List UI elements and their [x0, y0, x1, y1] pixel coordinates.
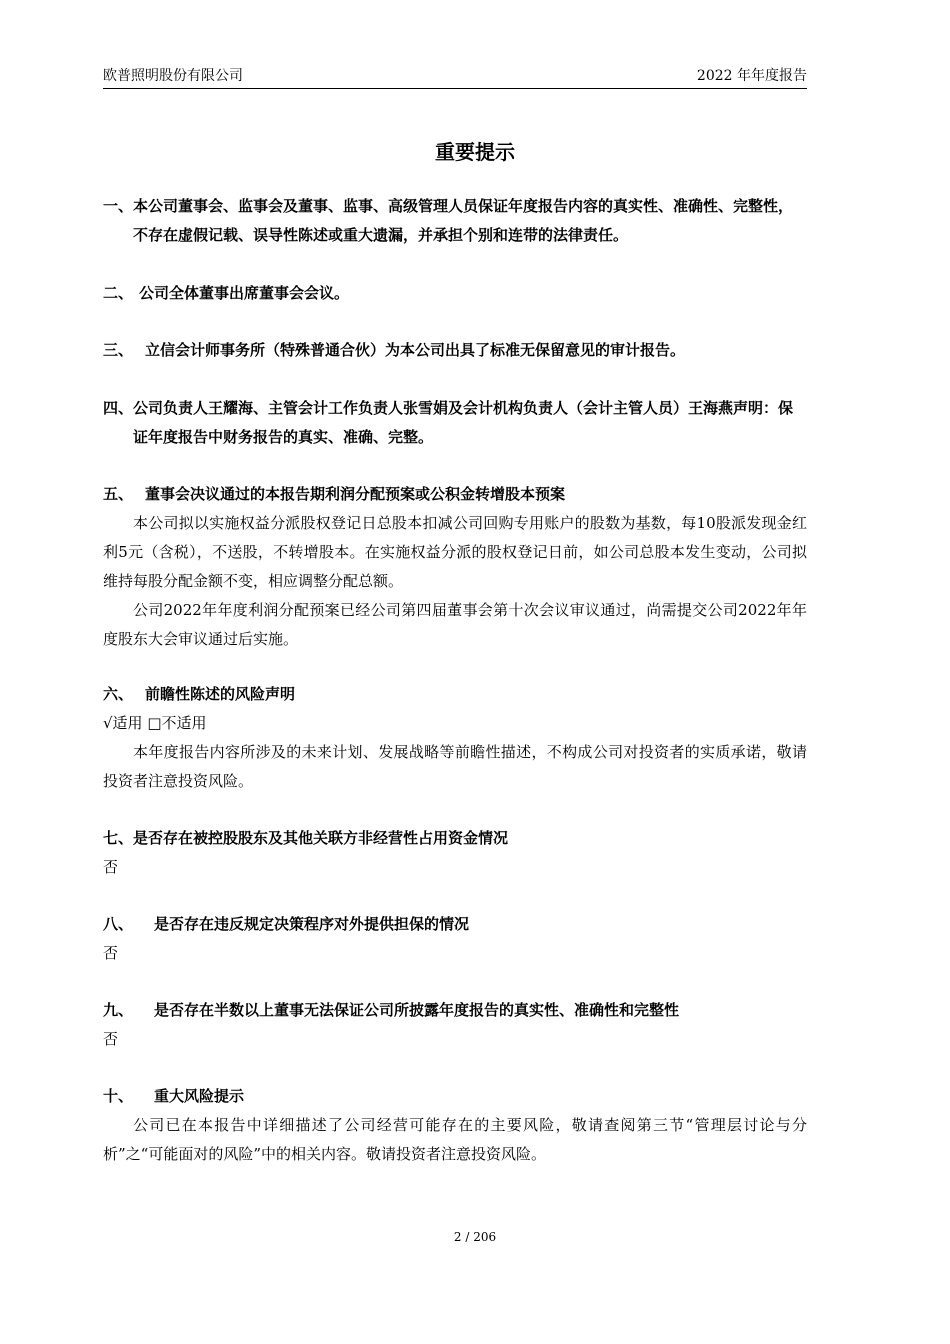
page-number: 2 / 206	[453, 1230, 497, 1244]
item-heading: 董事会决议通过的本报告期利润分配预案或公积金转增股本预案	[145, 485, 566, 503]
applicability-checkbox: √适用 □不适用	[103, 714, 207, 732]
item-answer: 否	[103, 944, 119, 962]
notice-item-7	[103, 824, 807, 882]
notice-item-8	[103, 910, 807, 968]
item-number: 八、	[103, 915, 134, 933]
header-rule	[103, 88, 807, 89]
item-number: 十、	[103, 1087, 134, 1105]
notice-item-5	[103, 480, 807, 654]
item-paragraph: 公司2022年年度利润分配预案已经公司第四届董事会第十次会议审议通过，尚需提交公司2022年年度股东大会审议通过后实施。	[103, 601, 807, 648]
item-number: 二、	[103, 284, 134, 302]
item-answer: 否	[103, 858, 119, 876]
item-paragraph: 本公司拟以实施权益分派股权登记日总股本扣减公司回购专用账户的股数为基数，每10股派发现金红利5元（含税），不送股，不转增股本。在实施权益分派的股权登记日前，如公司总股本发生变动，公司拟维持每股分配金额不变，相应调整分配总额。	[103, 514, 807, 590]
item-heading: 公司负责人王耀海、主管会计工作负责人张雪娟及会计机构负责人（会计主管人员）王海燕声明：保证年度报告中财务报告的真实、准确、完整。	[133, 399, 794, 446]
item-number: 六、	[103, 685, 134, 703]
notice-item-2	[103, 279, 807, 308]
header-company: 欧普照明股份有限公司	[103, 68, 243, 84]
item-heading: 公司全体董事出席董事会会议。	[139, 284, 350, 302]
header-report-title: 2022 年年度报告	[696, 68, 807, 84]
page-header	[103, 66, 807, 88]
item-heading: 本公司董事会、监事会及董事、监事、高级管理人员保证年度报告内容的真实性、准确性、完整性，不存在虚假记载、误导性陈述或重大遗漏，并承担个别和连带的法律责任。	[133, 197, 794, 244]
item-number: 四、	[103, 399, 134, 417]
item-number: 三、	[103, 341, 134, 359]
item-heading: 立信会计师事务所（特殊普通合伙）为本公司出具了标准无保留意见的审计报告。	[145, 341, 686, 359]
item-paragraph: 本年度报告内容所涉及的未来计划、发展战略等前瞻性描述，不构成公司对投资者的实质承诺，敬请投资者注意投资风险。	[103, 743, 807, 790]
notice-item-4	[103, 394, 807, 452]
notice-item-9	[103, 996, 807, 1054]
item-heading: 是否存在半数以上董事无法保证公司所披露年度报告的真实性、准确性和完整性	[154, 1001, 680, 1019]
item-number: 九、	[103, 1001, 134, 1019]
notice-item-6	[103, 680, 807, 796]
item-paragraph: 公司已在本报告中详细描述了公司经营可能存在的主要风险，敬请查阅第三节“管理层讨论与分析”之“可能面对的风险”中的相关内容。敬请投资者注意投资风险。	[103, 1116, 807, 1163]
item-number: 五、	[103, 485, 134, 503]
notice-item-10	[103, 1082, 807, 1169]
notice-item-1	[103, 192, 807, 250]
page-title: 重要提示	[435, 140, 515, 164]
item-heading: 是否存在违反规定决策程序对外提供担保的情况	[154, 915, 470, 933]
item-answer: 否	[103, 1030, 119, 1048]
item-heading: 前瞻性陈述的风险声明	[145, 685, 296, 703]
item-number: 一、	[103, 197, 134, 215]
notice-item-3	[103, 336, 807, 365]
item-heading: 重大风险提示	[154, 1087, 245, 1105]
item-number: 七、	[103, 829, 134, 847]
item-heading: 是否存在被控股股东及其他关联方非经营性占用资金情况	[133, 829, 509, 847]
